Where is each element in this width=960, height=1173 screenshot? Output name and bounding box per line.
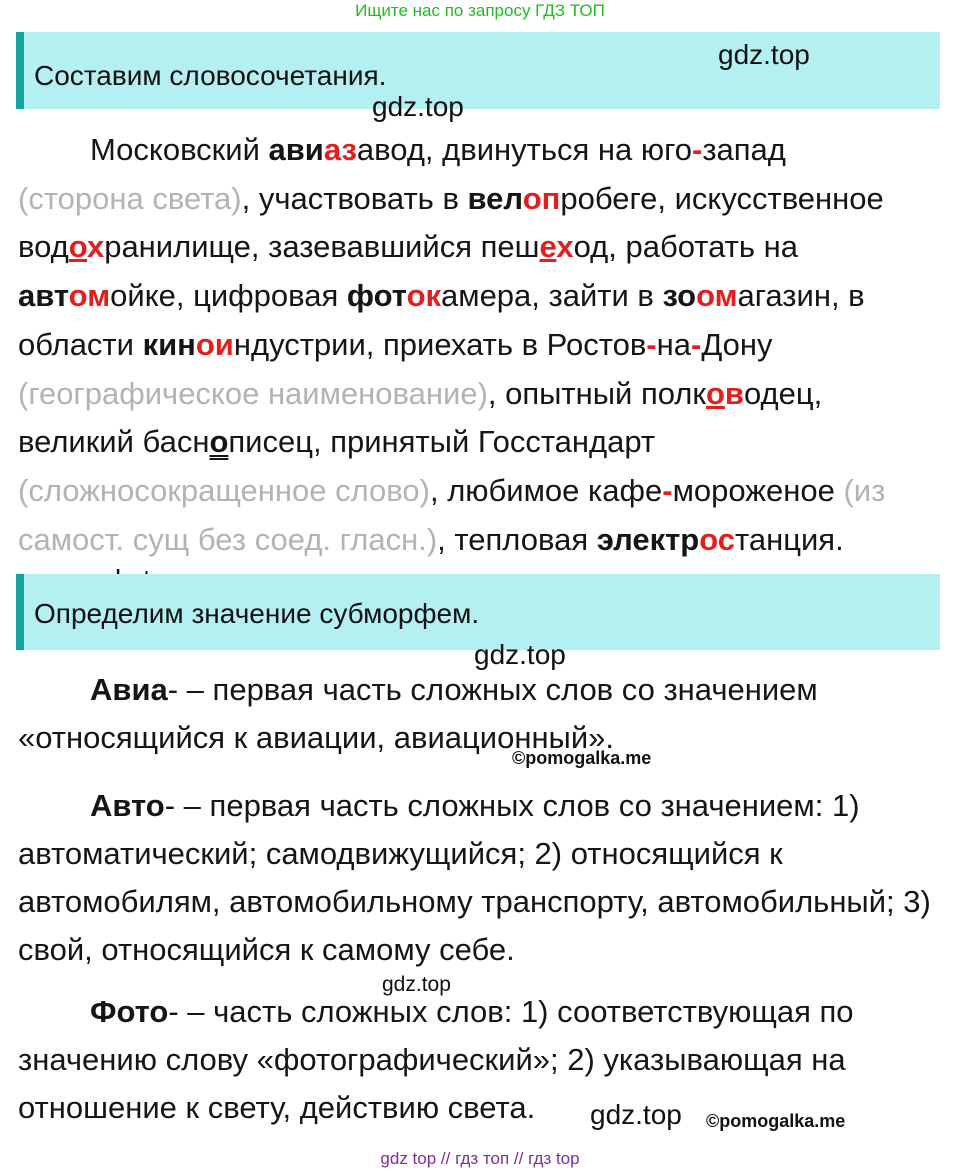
search-hint: Ищите нас по запросу ГДЗ ТОП [355,1,605,20]
phrase-text: писец, принятый Госстандарт [228,424,656,460]
phrase-text: запад [702,132,786,167]
watermark: ©pomogalka.me [512,748,652,768]
root-start: з [341,132,357,167]
section-title-text: Составим словосочетания. [34,60,387,91]
section-title-text: Определим значение субморфем. [34,598,480,629]
gray-note: (из [843,472,886,508]
gray-note: самост. сущ без соед. гласн.) [18,521,438,557]
phrase-text: од, работать на [573,229,798,265]
phrase-text: Московский [90,132,269,167]
definition-text: - – первая часть сложных слов со значением: 1) автоматический; самодвижущийся; 2) относящийся к автомобилям, автомобильному транспорту, автомобильный; 3) свой, относящийся к самому себе. [18,788,931,967]
root-start: м [714,278,738,314]
phrase-text: танция. [735,521,844,557]
definition-text: - – часть сложных слов: 1) соответствующая по значению слову «фотографический»; 2) указывающая на отношение к свету, действию света. [18,994,854,1125]
phrase-text: , участвовать в [241,180,468,216]
footer-links: gdz top // гдз топ // гдз top [380,1149,580,1168]
linking-vowel-underlined: е [539,229,557,265]
watermark: gdz.top [372,91,464,122]
hyphen-mark: - [662,472,673,508]
phrase-text: одец, [743,375,823,411]
phrase-text: Дону [701,326,773,362]
phrase-text: великий басн [18,424,210,460]
bold-root: зо [662,278,697,314]
phrase-text: на [656,326,691,362]
phrase-text: области [18,326,143,362]
phrase-text: , любимое кафе [429,472,663,508]
linking-vowel: о [68,278,88,314]
bold-root: авт [18,278,69,314]
hyphen-mark: - [691,326,702,362]
bold-root: электр [596,521,700,557]
phrases-paragraph [18,126,938,564]
phrase-text: , тепловая [437,521,597,557]
watermark: gdz.top [382,973,451,996]
phrase-text: робеге, искусственное [560,180,884,216]
root-start: х [556,229,574,265]
hyphen-mark: - [646,326,657,362]
linking-vowel: а [323,132,342,167]
phrase-text: авод, двинуться на юго [356,132,692,167]
bold-root: фот [346,278,407,314]
hyphen-mark: - [691,132,703,167]
phrase-text: мороженое [672,472,844,508]
linking-vowel: о [522,180,542,216]
root-start: х [86,229,105,265]
root-start: п [541,180,561,216]
bold-root: кин [142,326,196,362]
root-start: с [717,521,736,557]
phrase-text: агазин, в [737,278,865,314]
phrase-text: ойке, цифровая [110,278,347,314]
watermark: ©pomogalka.me [706,1111,846,1131]
phrase-text: вод [18,229,69,265]
root-start: в [724,375,744,411]
root-start: к [425,278,442,314]
gray-note: (географическое наименование) [18,375,488,411]
watermark: gdz.top [590,1099,682,1130]
phrase-text: , опытный полк [487,375,706,411]
gray-note: (сторона света) [18,180,242,216]
linking-vowel: о [195,326,215,362]
definition-term: Авто [90,788,165,823]
linking-vowel-double-underlined: о [209,424,229,460]
linking-vowel: о [699,521,718,557]
watermark: gdz.top [718,39,810,70]
linking-vowel: о [696,278,715,314]
definition-avto [18,782,938,974]
bold-root: ави [268,132,324,167]
root-start: и [214,326,234,362]
linking-vowel-underlined: о [705,375,725,411]
definition-text: - – первая часть сложных слов со значением «относящийся к авиации, авиационный». [18,672,818,755]
bold-root: вел [467,180,523,216]
gray-note: (сложносокращенное слово) [18,472,430,508]
linking-vowel: о [406,278,426,314]
phrase-text: ндустрии, приехать в Ростов [233,326,647,362]
definition-term: Фото [90,994,169,1029]
phrase-text: ранилище, зазевавшийся пеш [104,229,540,265]
root-start: м [87,278,111,314]
definition-term: Авиа [90,672,168,707]
linking-vowel-underlined: о [68,229,87,265]
definition-avia [18,666,938,762]
phrase-text: амера, зайти в [441,278,663,314]
watermark: gdz.top [474,639,566,670]
